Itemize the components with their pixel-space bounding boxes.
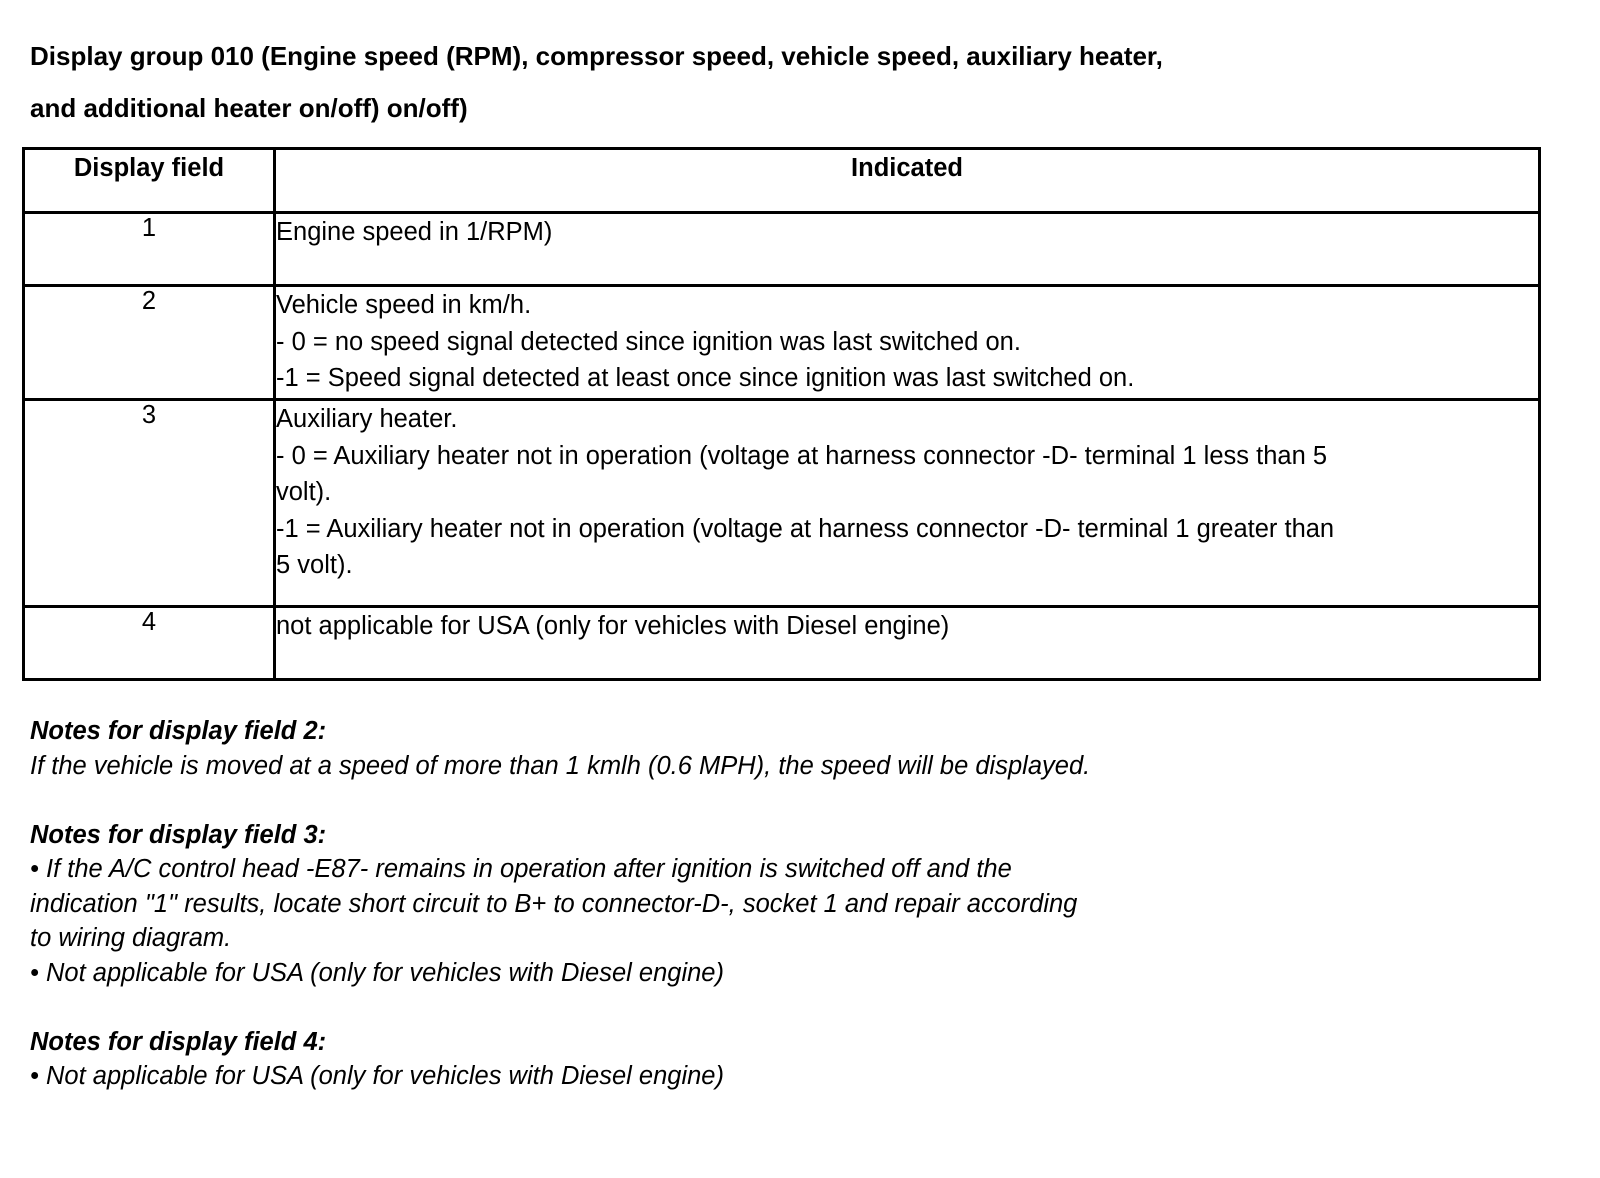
- title-line-2: and additional heater on/off) on/off): [30, 93, 468, 123]
- note-line: If the vehicle is moved at a speed of more than 1 kmlh (0.6 MPH), the speed will be displayed.: [30, 751, 1091, 780]
- notes-block-field-3: [30, 818, 1550, 991]
- note-line: • Not applicable for USA (only for vehicles with Diesel engine): [30, 958, 724, 987]
- description-line: Vehicle speed in km/h.: [276, 291, 532, 319]
- title-line-1: Display group 010 (Engine speed (RPM), compressor speed, vehicle speed, auxiliary heater,: [30, 41, 1163, 71]
- column-header-display-field: Display field: [24, 149, 275, 213]
- note-line: • Not applicable for USA (only for vehicles with Diesel engine): [30, 1062, 724, 1090]
- indicated-description: [275, 400, 1540, 607]
- notes-heading: Notes for display field 4:: [30, 1027, 327, 1056]
- description-line: -1 = Auxiliary heater not in operation (voltage at harness connector -D- terminal 1 greater than: [276, 514, 1335, 543]
- notes-block-field-4: [30, 1025, 1550, 1094]
- indicated-description: [275, 607, 1540, 680]
- indicated-description: [275, 213, 1540, 286]
- display-field-number: 3: [24, 400, 275, 607]
- description-line: Engine speed in 1/RPM): [276, 218, 553, 246]
- note-line: indication "1" results, locate short circuit to B+ to connector-D-, socket 1 and repair according: [30, 889, 1078, 918]
- table-row: [24, 400, 1540, 607]
- page-title: [30, 30, 1530, 134]
- table-row: [24, 213, 1540, 286]
- display-field-table: [22, 147, 1541, 681]
- description-line: - 0 = Auxiliary heater not in operation (voltage at harness connector -D- terminal 1 less than 5: [276, 441, 1328, 470]
- indicated-description: [275, 286, 1540, 400]
- description-line: -1 = Speed signal detected at least once since ignition was last switched on.: [276, 364, 1135, 392]
- table-row: [24, 286, 1540, 400]
- note-line: • If the A/C control head -E87- remains in operation after ignition is switched off and the: [30, 855, 1012, 883]
- description-line: - 0 = no speed signal detected since ignition was last switched on.: [276, 327, 1021, 356]
- description-line: Auxiliary heater.: [276, 405, 458, 433]
- notes-section: [30, 714, 1550, 1128]
- notes-block-field-2: [30, 714, 1550, 783]
- display-field-number: 1: [24, 213, 275, 286]
- display-field-number: 4: [24, 607, 275, 680]
- notes-heading: Notes for display field 3:: [30, 820, 327, 849]
- column-header-indicated: Indicated: [275, 149, 1540, 213]
- table-row: [24, 607, 1540, 680]
- table-header-row: [24, 149, 1540, 213]
- note-line: to wiring diagram.: [30, 924, 232, 952]
- description-line: volt).: [276, 478, 332, 506]
- description-line: not applicable for USA (only for vehicles with Diesel engine): [276, 612, 950, 640]
- description-line: 5 volt).: [276, 551, 353, 579]
- notes-heading: Notes for display field 2:: [30, 717, 327, 745]
- display-field-number: 2: [24, 286, 275, 400]
